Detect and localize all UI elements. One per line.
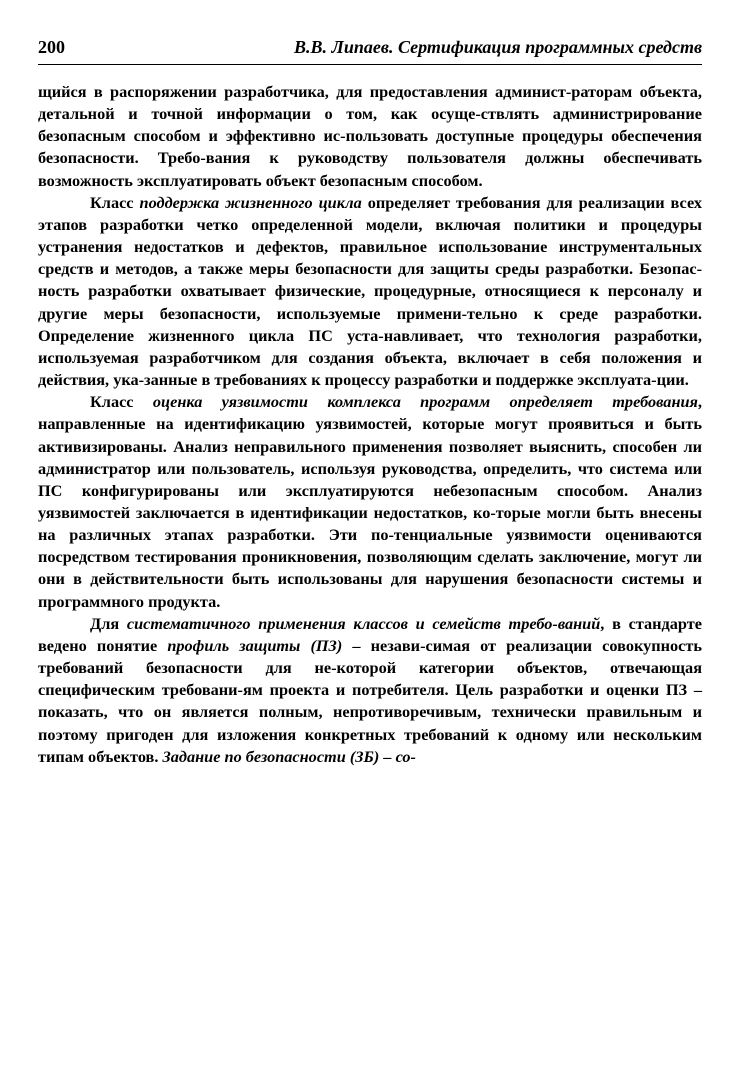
emphasized-term: Задание по безопасности (ЗБ) – со- (162, 746, 416, 766)
text-run: , направленные на идентификацию уязвимостей, которые могут проявиться и быть активизированы. Анализ неправильного применения позволяет выяснить, способен ли администратор или пользователь, используя руководства, определить, что система или ПС конфигурированы или эксплуатируются небезопасным способом. Анализ уязвимостей заключается в идентификации недостатков, ко-торые могли быть внесены на различных этапах разработки. Эти по-тенциальные уязвимости оцениваются посредством тестирования проникновения, позволяющим сделать заключение, могут ли они в действительности быть использованы для нарушения безопасности системы и программного продукта. (38, 392, 702, 611)
paragraph (38, 391, 702, 613)
emphasized-term: профиль защиты (ПЗ) (167, 635, 343, 655)
text-run: Для (90, 613, 127, 633)
paragraph (38, 192, 702, 391)
running-head: В.В. Липаев. Сертификация программных средств (294, 37, 702, 57)
header-rule (38, 64, 702, 65)
emphasized-term: оценка уязвимости комплекса программ определяет требования (152, 392, 698, 412)
page-header (38, 33, 702, 59)
text-run: , в стандарте ведено понятие (38, 613, 702, 655)
text-run: – незави-симая от реализации совокупность требований безопасности для не-которой категории объектов, отвечающая специфическим требовани-ям проекта и потребителя. Цель разработки и оценки ПЗ – показать, что он является полным, непротиворечивым, технически правильным и поэтому пригоден для изложения конкретных требований к одному или нескольким типам объектов. (38, 635, 702, 766)
text-run: определяет требования для реализации всех этапов разработки четко определенной модели, включая политики и процедуры устранения недостатков и дефектов, правильное использование инструментальных средств и методов, а также меры безопасности для защиты среды разработки. Безопас-ность разработки охватывает физические, процедурные, относящиеся к персоналу и другие меры безопасности, используемые примени-тельно к среде разработки. Определение жизненного цикла ПС уста-навливает, что технология разработки, используемая разработчиком для создания объекта, включает в себя положения и действия, ука-занные в требованиях к процессу разработки и поддержке эксплуата-ции. (38, 192, 703, 390)
body-text (38, 81, 702, 768)
emphasized-term: поддержка жизненного цикла (139, 192, 362, 212)
emphasized-term: систематичного применения классов и семейств требо-ваний (126, 613, 601, 633)
paragraph (38, 613, 702, 768)
paragraph (38, 81, 702, 192)
page-number: 200 (38, 37, 65, 57)
text-run: Класс (90, 192, 140, 212)
text-run: щийся в распоряжении разработчика, для предоставления админист-раторам объекта, детальной и точной информации о том, как осуще-ствлять администрирование безопасным способом и эффективно ис-пользовать доступные процедуры обеспечения безопасности. Требо-вания к руководству пользователя должны обеспечивать возможность эксплуатировать объект безопасным способом. (38, 82, 702, 190)
text-run: Класс (90, 392, 153, 412)
